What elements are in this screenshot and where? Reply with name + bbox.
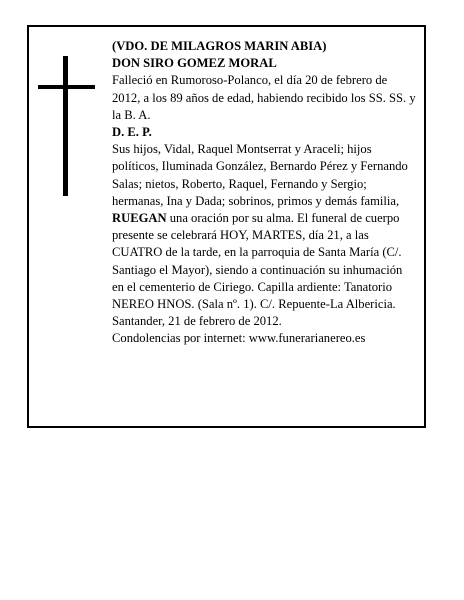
family-list: Sus hijos, Vidal, Raquel Montserrat y Araceli; hijos políticos, Iluminada González, Bernardo Pérez y Fernando Salas; nietos, Roberto, Raquel, Fernando y Sergio; hermanas, Ina y Dada; sobrinos, primos y demás familia, bbox=[112, 142, 408, 208]
ruegan-label: RUEGAN bbox=[112, 211, 167, 226]
death-info: Falleció en Rumoroso-Polanco, el día 20 de febrero de 2012, a los 89 años de edad, habiendo recibido los SS. SS. y la B. A. bbox=[112, 73, 416, 122]
funeral-details: una oración por su alma. El funeral de cuerpo presente se celebrará HOY, MARTES, día 21, a las CUATRO de la tarde, en la parroquia de Santa María (C/. Santiago el Mayor), siendo a continuación su inhumación en el cementerio de Ciriego. Capilla ardiente: Tanatorio NEREO HNOS. (Sala nº. 1). C/. Repuente-La Albericia. bbox=[112, 211, 403, 312]
cross-icon bbox=[63, 56, 68, 196]
cross-icon-crossbar bbox=[38, 85, 95, 89]
widow-line: (VDO. DE MILAGROS MARIN ABIA) bbox=[112, 39, 327, 53]
obituary-text bbox=[112, 38, 417, 348]
place-date: Santander, 21 de febrero de 2012. bbox=[112, 314, 282, 329]
funeral-paragraph bbox=[112, 210, 417, 313]
deceased-name: DON SIRO GOMEZ MORAL bbox=[112, 56, 277, 71]
dep-line: D. E. P. bbox=[112, 125, 152, 140]
condolences-line: Condolencias por internet: www.funerarianereo.es bbox=[112, 331, 366, 346]
